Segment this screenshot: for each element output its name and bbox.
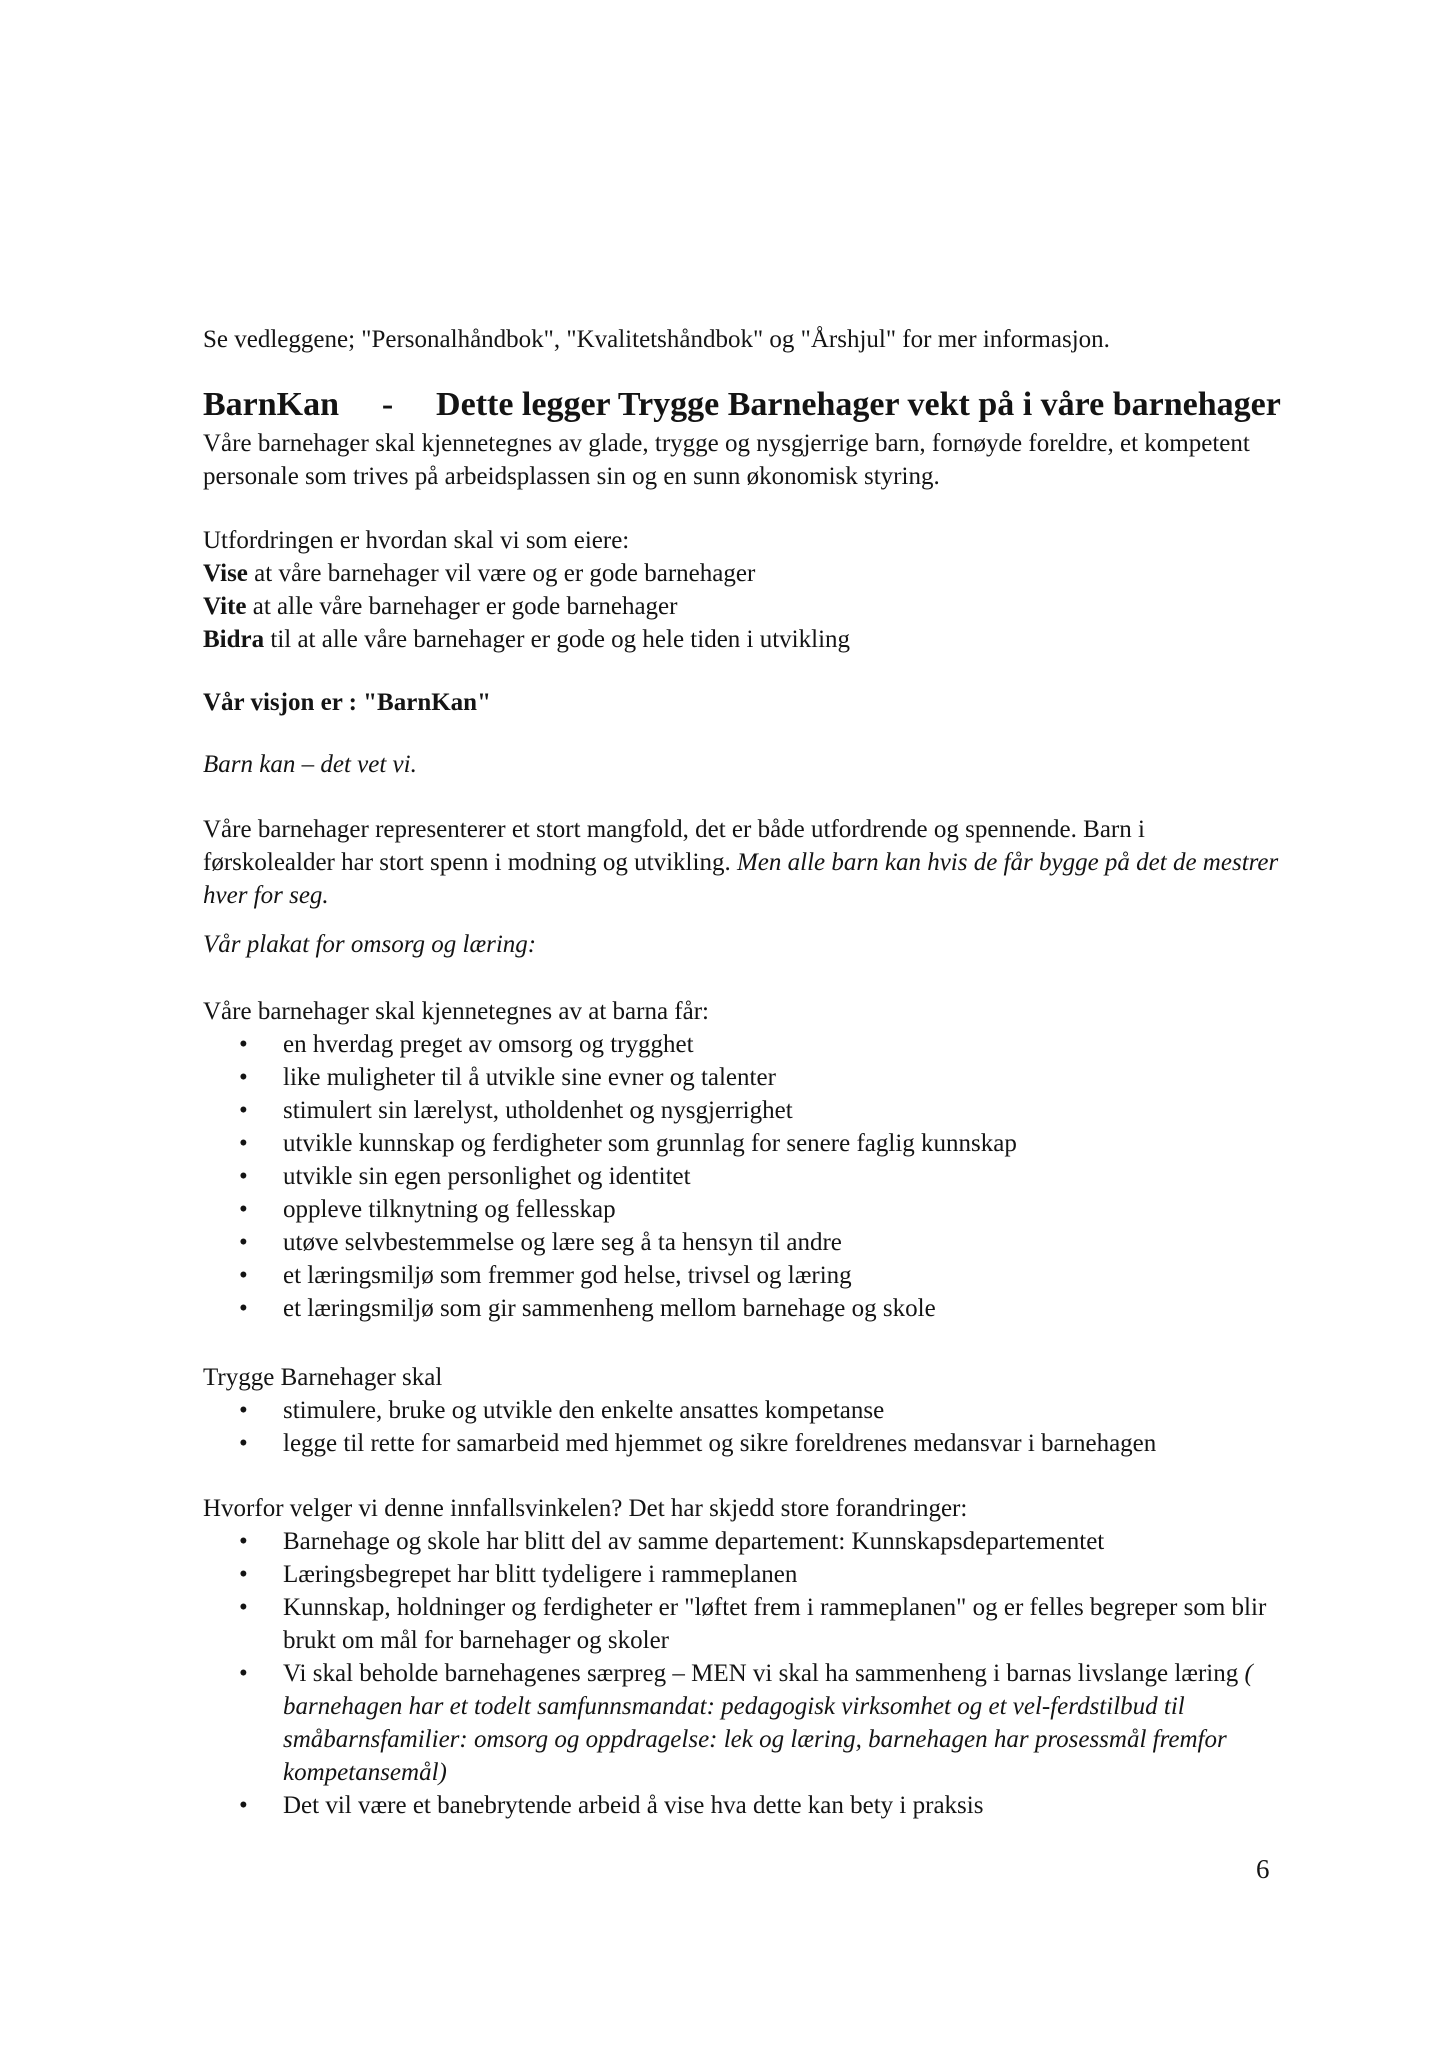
list-item: • legge til rette for samarbeid med hjemmet og sikre foreldrenes medansvar i barnehagen [283, 1427, 1283, 1460]
challenge-item: Bidra til at alle våre barnehager er gode og hele tiden i utvikling [203, 626, 851, 653]
list-item: • stimulere, bruke og utvikle den enkelte ansattes kompetanse [283, 1394, 1283, 1427]
diversity-paragraph: Våre barnehager representerer et stort mangfold, det er både utfordrende og spennende. Barn i førskolealder har stort spenn i modning og utvikling. Men alle barn kan hvis de får bygge på det de mestrer hver for seg. [203, 816, 1279, 909]
section-heading [203, 385, 1303, 425]
list-item: • Barnehage og skole har blitt del av samme departement: Kunnskapsdepartementet [283, 1525, 1283, 1558]
list-item: • utvikle kunnskap og ferdigheter som grunnlag for senere faglig kunnskap [283, 1127, 1283, 1160]
poster-heading: Vår plakat for omsorg og læring: [203, 931, 537, 958]
intro-paragraph: Våre barnehager skal kjennetegnes av glade, trygge og nysgjerrige barn, fornøyde foreldre, et kompetent personale som trives på arbeidsplassen sin og en sunn økonomisk styring. [203, 430, 1250, 490]
list-item: • Kunnskap, holdninger og ferdigheter er "løftet frem i rammeplanen" og er felles begreper som blir brukt om mål for barnehager og skoler [283, 1591, 1283, 1657]
list-item: • Vi skal beholde barnehagenes særpreg – MEN vi skal ha sammenheng i barnas livslange læring ( barnehagen har et todelt samfunnsmandat: pedagogisk virksomhet og et vel-ferdstilbud til småbarnsfamilier: omsorg og oppdragelse: lek og læring, barnehagen har prosessmål fremfor kompetansemål) [283, 1657, 1283, 1789]
company-section [203, 1361, 1283, 1460]
attachments-note: Se vedleggene; "Personalhåndbok", "Kvalitetshåndbok" og "Årshjul" for mer informasjon. [203, 326, 1110, 353]
challenge-item: Vite at alle våre barnehager er gode barnehager [203, 593, 678, 620]
heading-dash: - [381, 386, 394, 423]
list-item: • Det vil være et banebrytende arbeid å vise hva dette kan bety i praksis [283, 1789, 1283, 1822]
list-item: • like muligheter til å utvikle sine evner og talenter [283, 1061, 1283, 1094]
children-list [203, 1028, 1283, 1325]
list-item: • et læringsmiljø som fremmer god helse, trivsel og læring [283, 1259, 1283, 1292]
heading-brand: BarnKan [203, 386, 340, 423]
children-section [203, 995, 1283, 1325]
reasons-lead: Hvorfor velger vi denne innfallsvinkelen? Det har skjedd store forandringer: [203, 1495, 968, 1522]
reasons-section [203, 1492, 1283, 1822]
reasons-list [203, 1525, 1283, 1822]
company-list [203, 1394, 1283, 1460]
page-number: 6 [1256, 1854, 1270, 1884]
challenge-lead: Utfordringen er hvordan skal vi som eiere: [203, 527, 630, 554]
list-item: • utøve selvbestemmelse og lære seg å ta hensyn til andre [283, 1226, 1283, 1259]
motto: Barn kan – det vet vi. [203, 751, 417, 778]
challenge-item: Vise at våre barnehager vil være og er gode barnehager [203, 560, 756, 587]
company-lead: Trygge Barnehager skal [203, 1364, 443, 1391]
heading-title: Dette legger Trygge Barnehager vekt på i våre barnehager [436, 386, 1281, 423]
list-item: • stimulert sin lærelyst, utholdenhet og nysgjerrighet [283, 1094, 1283, 1127]
list-item: • en hverdag preget av omsorg og trygghet [283, 1028, 1283, 1061]
children-lead: Våre barnehager skal kjennetegnes av at barna får: [203, 998, 709, 1025]
vision-line: Vår visjon er : "BarnKan" [203, 689, 491, 716]
challenge-section [203, 524, 1283, 656]
list-item: • et læringsmiljø som gir sammenheng mellom barnehage og skole [283, 1292, 1283, 1325]
list-item: • Læringsbegrepet har blitt tydeligere i rammeplanen [283, 1558, 1283, 1591]
list-item: • oppleve tilknytning og fellesskap [283, 1193, 1283, 1226]
list-item: • utvikle sin egen personlighet og identitet [283, 1160, 1283, 1193]
